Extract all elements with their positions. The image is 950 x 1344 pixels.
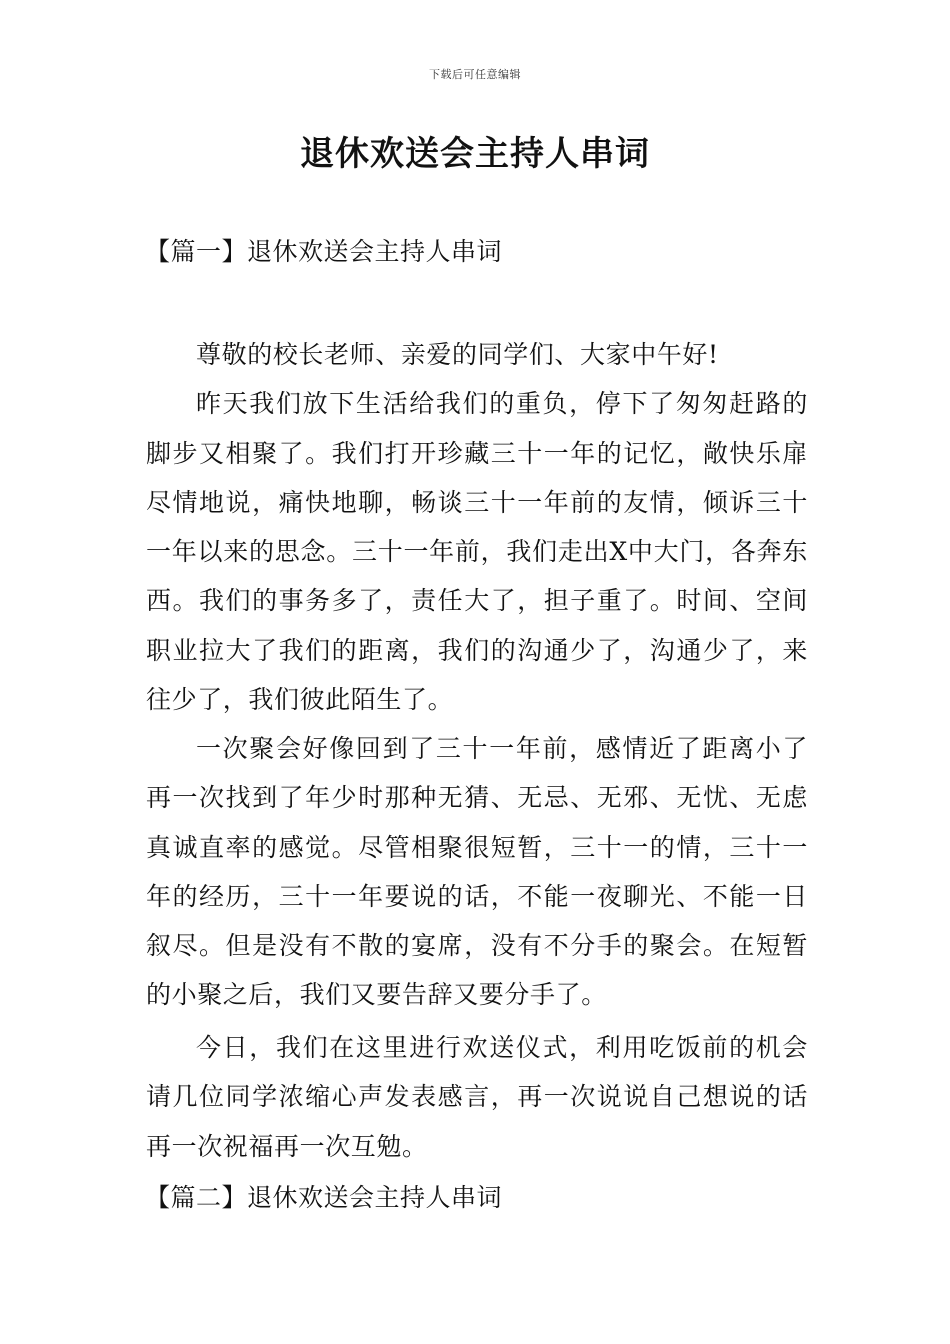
section-heading-2: 【篇二】退休欢送会主持人串词 [145,1183,503,1212]
body-block-3 [146,1023,808,1171]
header-note: 下载后可任意编辑 [429,68,521,81]
body-block-2 [146,724,808,1020]
document-title: 退休欢送会主持人串词 [300,134,650,174]
body-block-1 [146,330,808,724]
paragraph-greeting: 尊敬的校长老师、亲爱的同学们、大家中午好! [196,340,719,369]
section-heading-1: 【篇一】退休欢送会主持人串词 [145,237,503,266]
paragraph-reunion: 昨天我们放下生活给我们的重负，停下了匆匆赶路的脚步又相聚了。我们打开珍藏三十一年的记忆，敞快乐扉尽情地说，痛快地聊，畅谈三十一年前的友情，倾诉三十一年以来的思念。三十一年前，我们走出X中大门，各奔东西。我们的事务多了，责任大了，担子重了。时间、空间职业拉大了我们的距离，我们的沟通少了，沟通少了，来往少了，我们彼此陌生了。 [146,389,808,715]
paragraph-ceremony: 今日，我们在这里进行欢送仪式，利用吃饭前的机会请几位同学浓缩心声发表感言，再一次说说自己想说的话再一次祝福再一次互勉。 [146,1033,808,1161]
paragraph-gathering: 一次聚会好像回到了三十一年前，感情近了距离小了再一次找到了年少时那种无猜、无忌、无邪、无忧、无虑真诚直率的感觉。尽管相聚很短暂，三十一的情，三十一年的经历，三十一年要说的话，不能一夜聊光、不能一日叙尽。但是没有不散的宴席，没有不分手的聚会。在短暂的小聚之后，我们又要告辞又要分手了。 [146,734,808,1010]
